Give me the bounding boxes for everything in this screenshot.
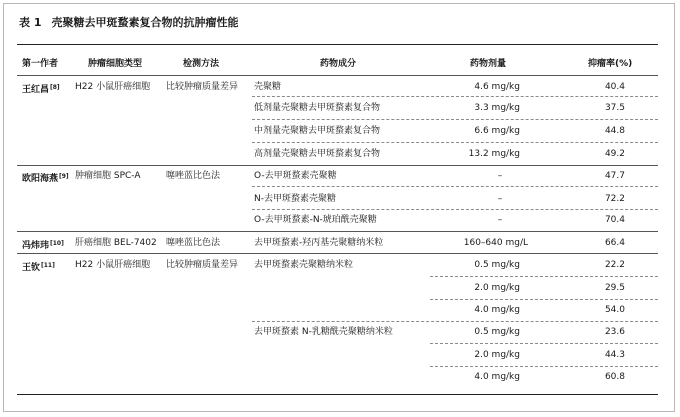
- row-component: N-去甲斑蝥素壳聚糖: [254, 194, 336, 204]
- row-divider: [430, 343, 658, 344]
- group-method: 噻唑蓝比色法: [166, 238, 221, 248]
- group-author: 冯炜玮[10]: [22, 240, 64, 251]
- row-dose: 4.0 mg/kg: [474, 305, 520, 315]
- group-author: 王红昌[8]: [22, 84, 60, 95]
- row-component: 中剂量壳聚糖去甲斑蝥素复合物: [254, 126, 381, 136]
- row-rate: 49.2: [604, 149, 625, 159]
- row-component: O-去甲斑蝥素壳聚糖: [254, 171, 337, 181]
- row-dose: –: [497, 194, 503, 204]
- row-rate: 47.7: [604, 171, 625, 181]
- row-dose: 2.0 mg/kg: [474, 350, 520, 360]
- group-author: 王钦[11]: [22, 262, 55, 273]
- group-cell-type: 肿瘤细胞 SPC-A: [75, 171, 141, 181]
- table-title: 壳聚糖去甲斑蝥素复合物的抗肿瘤性能: [51, 16, 239, 29]
- header-cell-type: 肿瘤细胞类型: [88, 59, 143, 69]
- row-component: 壳聚糖: [254, 82, 282, 92]
- row-dose: –: [497, 171, 503, 181]
- row-divider: [252, 96, 658, 97]
- row-dose: 160–640 mg/L: [463, 238, 528, 248]
- row-rate: 37.5: [604, 103, 625, 113]
- row-rate: 70.4: [604, 215, 625, 225]
- group-method: 噻唑蓝比色法: [166, 171, 221, 181]
- group-cell-type: H22 小鼠肝癌细胞: [75, 82, 151, 92]
- header-rate: 抑瘤率(%): [588, 59, 633, 69]
- row-component: 去甲斑蝥素壳聚糖纳米粒: [254, 260, 354, 270]
- row-rate: 44.3: [604, 350, 625, 360]
- row-divider: [252, 142, 658, 143]
- row-divider: [252, 119, 658, 120]
- row-dose: 13.2 mg/kg: [468, 149, 520, 159]
- header-dose: 药物剂量: [470, 59, 507, 69]
- row-rate: 72.2: [604, 194, 625, 204]
- top-rule: [17, 44, 658, 45]
- row-rate: 23.6: [604, 327, 625, 337]
- row-rate: 29.5: [604, 283, 625, 293]
- header-component: 药物成分: [320, 59, 357, 69]
- header-rule: [17, 75, 658, 76]
- row-component: 去甲斑蝥素-羟丙基壳聚糖纳米粒: [254, 238, 384, 248]
- row-divider: [430, 366, 658, 367]
- row-dose: 4.6 mg/kg: [474, 82, 520, 92]
- row-dose: 2.0 mg/kg: [474, 283, 520, 293]
- row-divider: [430, 276, 658, 277]
- row-component: 低剂量壳聚糖去甲斑蝥素复合物: [254, 103, 381, 113]
- group-rule: [17, 253, 658, 254]
- group-method: 比较肿瘤质量差异: [166, 260, 239, 270]
- row-dose: –: [497, 215, 503, 225]
- table-number: 表 1: [19, 16, 42, 29]
- row-divider: [430, 299, 658, 300]
- group-cell-type: H22 小鼠肝癌细胞: [75, 260, 151, 270]
- row-dose: 4.0 mg/kg: [474, 372, 520, 382]
- row-dose: 0.5 mg/kg: [474, 260, 520, 270]
- row-dose: 6.6 mg/kg: [474, 126, 520, 136]
- row-rate: 44.8: [604, 126, 625, 136]
- row-component: 去甲斑蝥素 N-乳糖酰壳聚糖纳米粒: [254, 327, 393, 337]
- table-caption: [19, 14, 238, 30]
- group-rule: [17, 231, 658, 232]
- row-dose: 3.3 mg/kg: [474, 103, 520, 113]
- row-rate: 40.4: [604, 82, 625, 92]
- group-cell-type: 肝癌细胞 BEL-7402: [75, 238, 157, 248]
- row-rate: 54.0: [604, 305, 625, 315]
- group-author: 欧阳海燕[9]: [22, 173, 69, 184]
- group-rule: [17, 165, 658, 166]
- header-method: 检测方法: [183, 59, 220, 69]
- group-method: 比较肿瘤质量差异: [166, 82, 239, 92]
- row-divider: [252, 321, 658, 322]
- row-divider: [252, 209, 658, 210]
- row-component: 高剂量壳聚糖去甲斑蝥素复合物: [254, 149, 381, 159]
- row-divider: [252, 186, 658, 187]
- row-rate: 22.2: [604, 260, 625, 270]
- bottom-rule: [17, 394, 658, 395]
- row-component: O-去甲斑蝥素-N-琥珀酰壳聚糖: [254, 215, 377, 225]
- row-rate: 66.4: [604, 238, 625, 248]
- row-dose: 0.5 mg/kg: [474, 327, 520, 337]
- header-author: 第一作者: [22, 59, 59, 69]
- row-rate: 60.8: [604, 372, 625, 382]
